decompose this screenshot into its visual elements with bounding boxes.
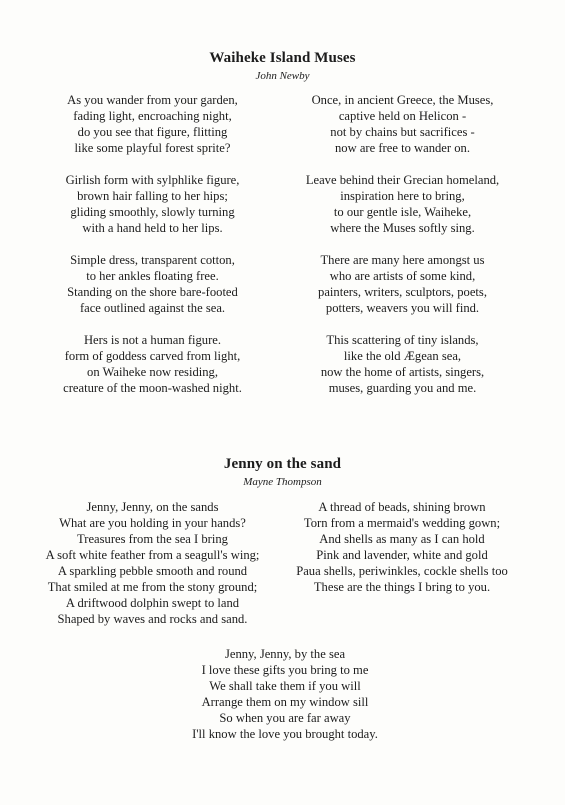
poem-line: Jenny, Jenny, by the sea <box>224 647 346 661</box>
stanza-gap <box>30 156 275 172</box>
poem-line: Leave behind their Grecian homeland, <box>305 173 500 187</box>
poem-line: Hers is not a human figure. <box>83 333 222 347</box>
poem-line: Paua shells, periwinkles, cockle shells too <box>296 564 508 578</box>
poem-line: who are artists of some kind, <box>329 269 476 283</box>
poem-line: There are many here amongst us <box>320 253 485 267</box>
stanza-gap <box>280 156 525 172</box>
poem-title: Jenny on the sand <box>223 456 342 472</box>
poem-closing-stanza <box>100 646 470 742</box>
poem-line: potters, weavers you will find. <box>325 301 480 315</box>
poem-line: Arrange them on my window sill <box>201 695 369 709</box>
poem-line: now are free to wander on. <box>335 141 470 155</box>
poem-column-right <box>280 92 525 396</box>
poem-line: And shells as many as I can hold <box>319 532 485 546</box>
poem-line: like some playful forest sprite? <box>74 141 231 155</box>
poem-line: What are you holding in your hands? <box>59 516 246 530</box>
poem-line: muses, guarding you and me. <box>328 381 477 395</box>
poem-line: Shaped by waves and rocks and sand. <box>57 612 248 626</box>
poem-line: Girlish form with sylphlike figure, <box>65 173 240 187</box>
poem-line: Treasures from the sea I bring <box>77 532 228 546</box>
poem-line: These are the things I bring to you. <box>313 580 491 594</box>
poem-line: Once, in ancient Greece, the Muses, <box>311 93 494 107</box>
poem-line: with a hand held to her lips. <box>82 221 223 235</box>
poem-line: Simple dress, transparent cotton, <box>70 253 235 267</box>
poem-line: do you see that figure, flitting <box>77 125 228 139</box>
stanza <box>280 172 525 236</box>
poem-line: face outlined against the sea. <box>79 301 226 315</box>
poem-line: form of goddess carved from light, <box>64 349 241 363</box>
poem-line: A thread of beads, shining brown <box>318 500 486 514</box>
poem-line: on Waiheke now residing, <box>87 365 218 379</box>
poem-line: where the Muses softly sing. <box>330 221 475 235</box>
poem-column-left <box>20 499 285 627</box>
poem-line: As you wander from your garden, <box>67 93 238 107</box>
poem-line: gliding smoothly, slowly turning <box>70 205 235 219</box>
poem-line: like the old Ægean sea, <box>343 349 462 363</box>
poem-line: A driftwood dolphin swept to land <box>65 596 240 610</box>
poem-line: So when you are far away <box>219 711 351 725</box>
poem-line: A sparkling pebble smooth and round <box>57 564 248 578</box>
poem-line: now the home of artists, singers, <box>320 365 485 379</box>
poem-line: Jenny, Jenny, on the sands <box>86 500 219 514</box>
poem-line: I love these gifts you bring to me <box>201 663 369 677</box>
poem-line: inspiration here to bring, <box>340 189 465 203</box>
poem-line: Standing on the shore bare-footed <box>67 285 238 299</box>
poem-line: Pink and lavender, white and gold <box>316 548 488 562</box>
poem-line: We shall take them if you will <box>209 679 361 693</box>
stanza-gap <box>280 316 525 332</box>
poem-author: John Newby <box>255 70 310 82</box>
poem-line: I'll know the love you brought today. <box>192 727 378 741</box>
poem-line: creature of the moon-washed night. <box>63 381 242 395</box>
poem-column-left <box>30 92 275 396</box>
poem-title: Waiheke Island Muses <box>209 50 356 66</box>
poem-line: brown hair falling to her hips; <box>77 189 228 203</box>
poem-line: painters, writers, sculptors, poets, <box>318 285 487 299</box>
poem-line: This scattering of tiny islands, <box>326 333 479 347</box>
poem-line: to her ankles floating free. <box>86 269 219 283</box>
stanza-gap <box>30 316 275 332</box>
stanza-gap <box>30 236 275 252</box>
stanza <box>30 172 275 236</box>
poem-line: That smiled at me from the stony ground; <box>47 580 258 594</box>
stanza <box>280 252 525 316</box>
poem-line: to our gentle isle, Waiheke, <box>333 205 472 219</box>
poem-line: fading light, encroaching night, <box>73 109 232 123</box>
poem-column-right <box>262 499 542 595</box>
poem-author: Mayne Thompson <box>243 476 322 488</box>
poem-line: Torn from a mermaid's wedding gown; <box>303 516 501 530</box>
poem-line: not by chains but sacrifices - <box>330 125 475 139</box>
stanza <box>30 92 275 156</box>
stanza <box>30 332 275 396</box>
poem-line: A soft white feather from a seagull's wing; <box>45 548 260 562</box>
poem-line: captive held on Helicon - <box>338 109 467 123</box>
stanza <box>280 92 525 156</box>
stanza <box>30 252 275 316</box>
stanza-gap <box>280 236 525 252</box>
stanza <box>280 332 525 396</box>
